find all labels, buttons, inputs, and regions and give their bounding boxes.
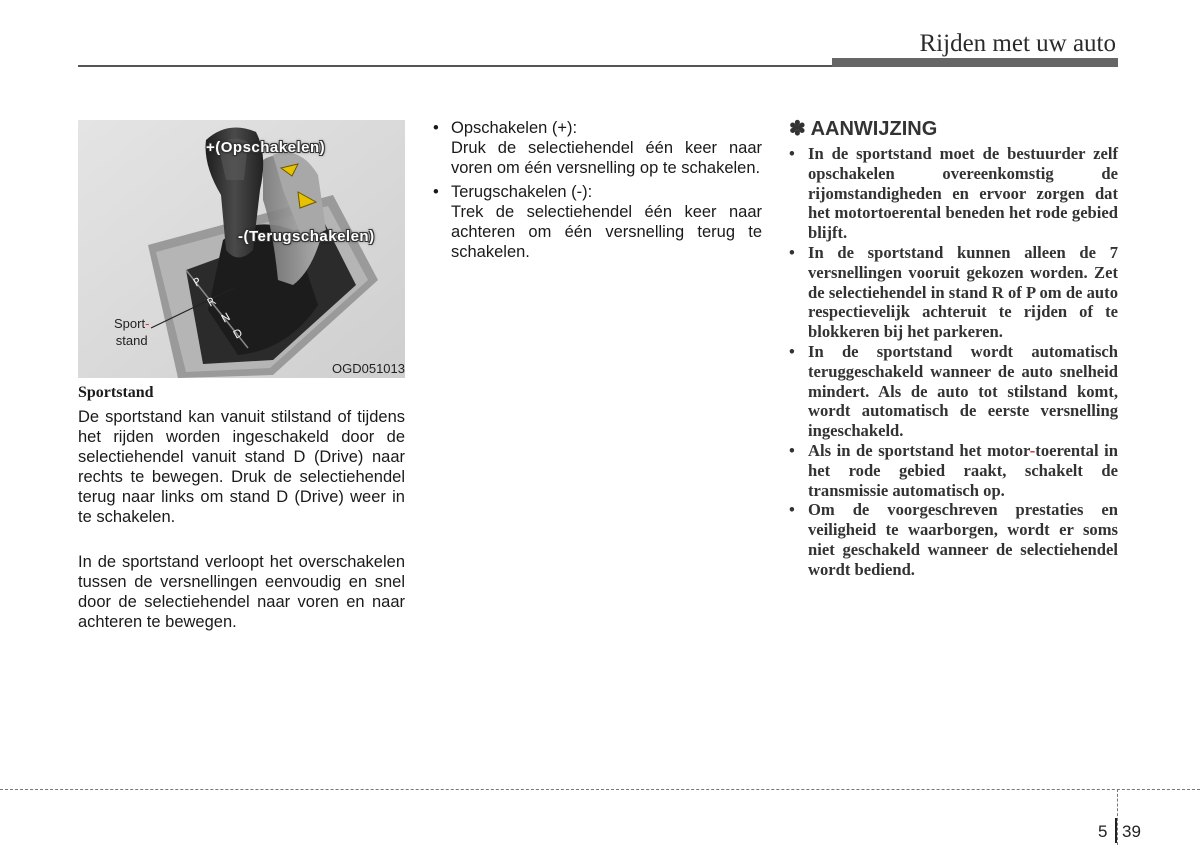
shift-instructions [433,118,762,262]
gate-letter-r: R [205,294,219,310]
note-item-hyphen: - [1029,440,1036,460]
header-rule-accent [832,58,1118,67]
sport-paragraph-1: De sportstand kan vanuit stilstand of tijdens het rijden worden ingeschakeld door de selectiehendel vanuit stand D (Drive) naar rechts te bewegen. Druk de selectiehendel terug naar links om stand D (Drive) weer in te schakelen. [78,408,405,526]
downshift-label: -(Terugschakelen) [238,228,375,245]
bullet-icon: • [789,500,795,520]
note-item [789,243,1118,342]
bullet-icon: • [433,183,439,201]
gate-letter-p: P [191,275,204,290]
shift-item-up [433,118,762,138]
sport-label-part1: Sport [114,316,146,331]
bullet-icon: • [789,144,795,163]
bullet-icon: • [789,440,795,460]
footer-vertical-divider [1117,789,1118,845]
note-item-text: In de sportstand wordt automatisch teruggeschakeld wanneer de auto snelheid mindert. Als de auto tot stilstand komt, wordt automatisch de eerste versnelling ingeschakeld. [808,341,1118,441]
asterisk-icon: ✽ [789,118,806,140]
sport-label-hyphen: - [145,316,150,331]
footer-divider [0,789,1200,790]
chapter-number: 5 [1098,822,1108,841]
note-item-text-part1: Als in de sportstand het motor [808,440,1030,460]
gear-selector-illustration [78,120,405,378]
note-title: AANWIJZING [810,118,938,140]
sport-label-part2: stand [115,333,148,348]
shift-item-title: Terugschakelen (-): [451,183,593,201]
gate-letter-d: D [231,326,245,342]
shift-item-title: Opschakelen (+): [451,119,578,137]
bullet-icon: • [789,242,795,262]
page-number: 39 [1122,822,1141,841]
shift-item-down [433,182,762,202]
page-number-separator [1115,818,1117,843]
note-item-text-part2: toerental in het rode gebied raakt, schakelt de transmissie automatisch op. [808,440,1118,500]
note-list [789,144,1118,580]
upshift-label: +(Opschakelen) [206,139,326,156]
gate-letter-n: N [219,310,233,326]
chapter-header-title: Rijden met uw auto [919,30,1116,57]
note-item [789,342,1118,441]
shift-item-desc: Trek de selectiehendel één keer naar achteren om één versnelling terug te schakelen. [451,203,762,261]
sport-mode-label [114,315,149,349]
note-item-text: In de sportstand kunnen alleen de 7 versnellingen vooruit gekozen worden. Zet de selectiehendel in stand R of P om de auto respectievelijk achteruit te rijden of te blokkeren bij het parkeren. [808,242,1118,342]
sport-paragraph-2: In de sportstand verloopt het overschakelen tussen de versnellingen eenvoudig en snel door de selectiehendel naar voren en naar achteren te bewegen. [78,553,405,631]
note-item-text: In de sportstand moet de bestuurder zelf opschakelen overeenkomstig de rijomstandigheden en ervoor zorgen dat het motortoerental beneden het rode gebied blijft. [808,144,1118,243]
note-item [789,144,1118,243]
note-item [789,500,1118,579]
note-heading [789,116,937,141]
note-item [789,441,1118,500]
bullet-icon: • [789,341,795,361]
figure-code: OGD051013 [332,361,405,376]
shift-item-desc: Druk de selectiehendel één keer naar voren om één versnelling op te schakelen. [451,139,762,177]
note-item-text: Om de voorgeschreven prestaties en veiligheid te waarborgen, wordt er soms niet geschakeld wanneer de selectiehendel wordt bediend. [808,500,1118,579]
sport-section-heading: Sportstand [78,384,154,401]
bullet-icon: • [433,119,439,137]
header-rule [78,65,832,67]
